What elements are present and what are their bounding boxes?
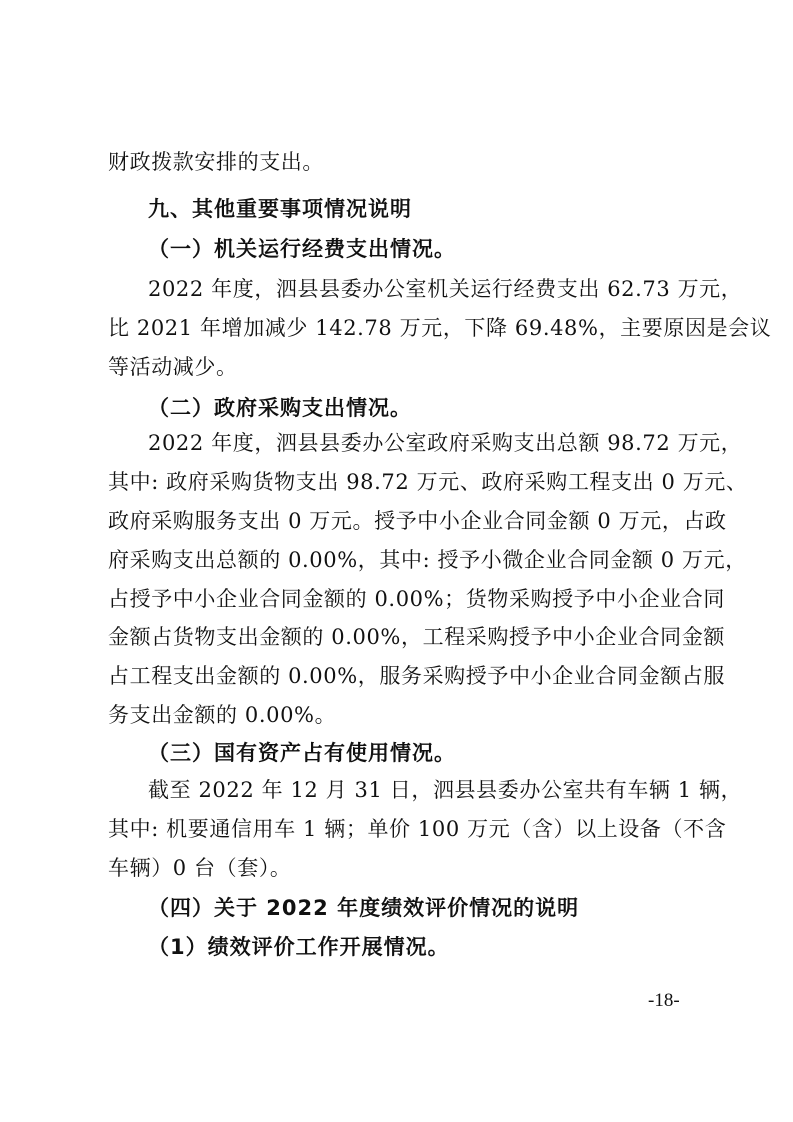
section-heading-nine: 九、其他重要事项情况说明 <box>148 197 412 221</box>
paragraph-line: 其中: 机要通信用车 1 辆；单价 100 万元（含）以上设备（不含 <box>108 817 727 841</box>
paragraph-line: 2022 年度，泗县县委办公室机关运行经费支出 62.73 万元， <box>148 277 743 301</box>
page-number: -18- <box>648 990 680 1011</box>
paragraph-line: 金额占货物支出金额的 0.00%，工程采购授予中小企业合同金额 <box>108 625 725 649</box>
paragraph-line: 府采购支出总额的 0.00%，其中: 授予小微企业合同金额 0 万元， <box>108 548 747 572</box>
paragraph-line: 政府采购服务支出 0 万元。授予中小企业合同金额 0 万元，占政 <box>108 509 727 533</box>
subsection-heading-3: （三）国有资产占有使用情况。 <box>148 741 456 765</box>
subsection-heading-1: （一）机关运行经费支出情况。 <box>148 237 456 261</box>
paragraph-line: 等活动减少。 <box>108 355 238 379</box>
subsection-heading-2: （二）政府采购支出情况。 <box>148 396 412 420</box>
paragraph-line: 车辆）0 台（套）。 <box>108 856 292 880</box>
paragraph-line: 2022 年度，泗县县委办公室政府采购支出总额 98.72 万元， <box>148 431 743 455</box>
paragraph-line: 占工程支出金额的 0.00%，服务采购授予中小企业合同金额占服 <box>108 664 725 688</box>
paragraph-continuation: 财政拨款安排的支出。 <box>108 150 324 174</box>
paragraph-line: 截至 2022 年 12 月 31 日，泗县县委办公室共有车辆 1 辆， <box>148 778 743 802</box>
paragraph-line: 其中: 政府采购货物支出 98.72 万元、政府采购工程支出 0 万元、 <box>108 470 748 494</box>
paragraph-line: 务支出金额的 0.00%。 <box>108 703 337 727</box>
sub-item-heading-1: （1）绩效评价工作开展情况。 <box>148 935 450 959</box>
subsection-heading-4: （四）关于 2022 年度绩效评价情况的说明 <box>148 896 580 920</box>
paragraph-line: 比 2021 年增加减少 142.78 万元，下降 69.48%，主要原因是会议 <box>108 316 772 340</box>
paragraph-line: 占授予中小企业合同金额的 0.00%；货物采购授予中小企业合同 <box>108 587 725 611</box>
